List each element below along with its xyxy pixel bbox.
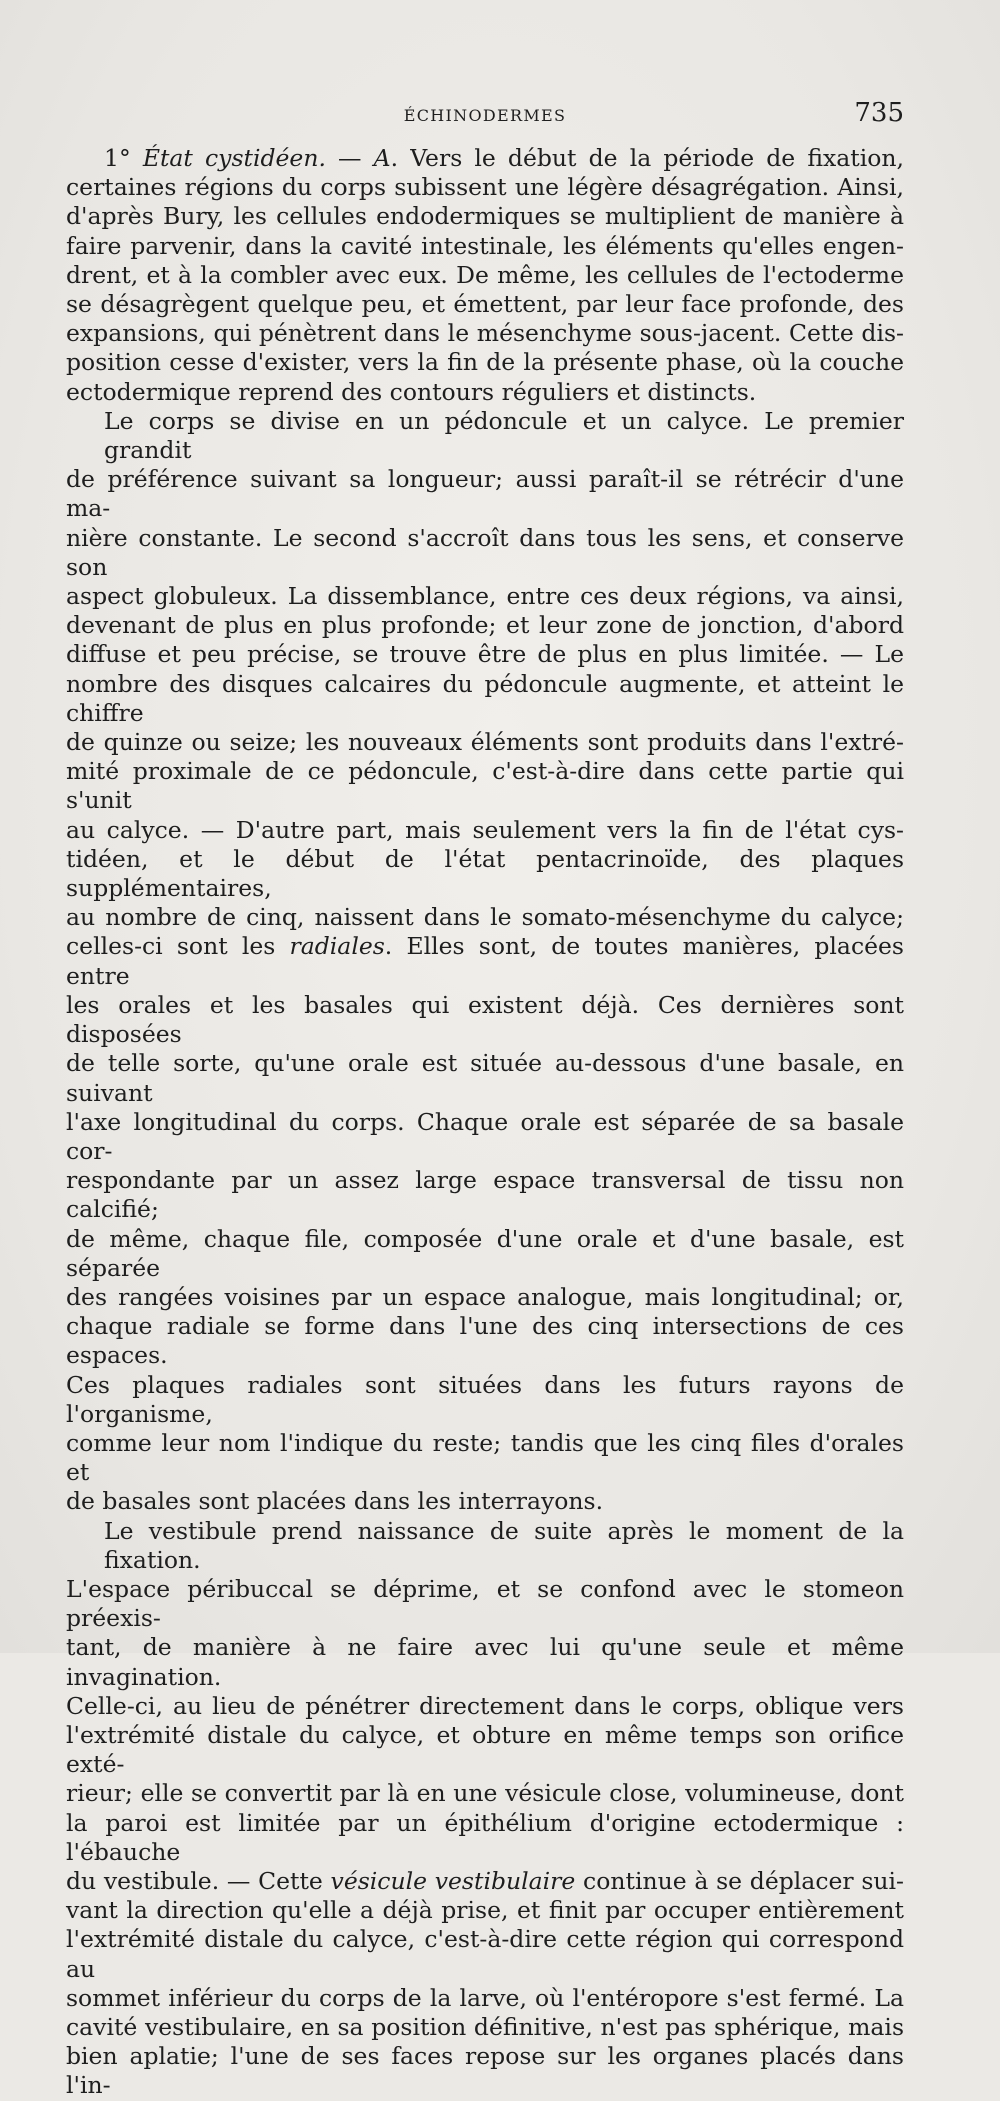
text-line: l'extrémité distale du calyce, et obture en même temps son orifice exté-	[66, 1720, 904, 1779]
text-line: cavité vestibulaire, en sa position définitive, n'est pas sphérique, mais	[66, 2013, 904, 2041]
text-line: vant la direction qu'elle a déjà prise, et finit par occuper entièrement	[66, 1896, 904, 1925]
text-line: aspect globuleux. La dissemblance, entre ces deux régions, va ainsi,	[66, 582, 904, 611]
text-line: d'après Bury, les cellules endodermiques se multiplient de manière à	[66, 202, 904, 231]
text-line: respondante par un assez large espace transversal de tissu non calcifié;	[66, 1166, 904, 1224]
text-line: nombre des disques calcaires du pédoncule augmente, et atteint le chiffre	[66, 669, 904, 727]
text-line: sommet inférieur du corps de la larve, où l'entéropore s'est fermé. La	[66, 1983, 904, 2012]
text-line: nière constante. Le second s'accroît dans tous les sens, et conserve son	[66, 523, 904, 581]
text-line: du vestibule. — Cette vésicule vestibulaire continue à se déplacer sui-	[66, 1866, 904, 1895]
text-line: tidéen, et le début de l'état pentacrinoïde, des plaques supplémentaires,	[66, 844, 904, 903]
text-line: drent, et à la combler avec eux. De même, les cellules de l'ectoderme	[66, 260, 904, 289]
text-line: chaque radiale se forme dans l'une des cinq intersections de ces espaces.	[66, 1312, 904, 1370]
text-line: au nombre de cinq, naissent dans le somato-mésenchyme du calyce;	[66, 903, 904, 932]
text-line: tant, de manière à ne faire avec lui qu'une seule et même invagination.	[66, 1633, 904, 1691]
text-line: mité proximale de ce pédoncule, c'est-à-dire dans cette partie qui s'unit	[66, 757, 904, 815]
text-line: des rangées voisines par un espace analogue, mais longitudinal; or,	[66, 1282, 904, 1311]
text-line: l'extrémité distale du calyce, c'est-à-dire cette région qui correspond au	[66, 1925, 904, 1983]
text-line: certaines régions du corps subissent une légère désagrégation. Ainsi,	[66, 173, 904, 202]
body-text	[66, 144, 904, 2101]
text-line: position cesse d'exister, vers la fin de la présente phase, où la couche	[66, 348, 904, 377]
text-line: l'axe longitudinal du corps. Chaque orale est séparée de sa basale cor-	[66, 1107, 904, 1165]
running-head	[66, 98, 904, 132]
text-line: de quinze ou seize; les nouveaux éléments sont produits dans l'extré-	[66, 728, 904, 757]
text-line: expansions, qui pénètrent dans le mésenchyme sous-jacent. Cette dis-	[66, 319, 904, 348]
text-line: de même, chaque file, composée d'une orale et d'une basale, est séparée	[66, 1224, 904, 1282]
text-line: bien aplatie; l'une de ses faces repose sur les organes placés dans l'in-	[66, 2042, 904, 2100]
running-title: ÉCHINODERMES	[403, 106, 567, 125]
text-line: faire parvenir, dans la cavité intestinale, les éléments qu'elles engen-	[66, 231, 904, 260]
text-line: ectodermique reprend des contours réguliers et distincts.	[66, 377, 757, 406]
text-line: Ces plaques radiales sont situées dans les futurs rayons de l'organisme,	[66, 1370, 904, 1428]
text-line: devenant de plus en plus profonde; et leur zone de jonction, d'abord	[66, 611, 904, 640]
text-line: celles-ci sont les radiales. Elles sont, de toutes manières, placées entre	[66, 932, 904, 990]
text-line: comme leur nom l'indique du reste; tandis que les cinq files d'orales et	[66, 1428, 904, 1487]
text-line: la paroi est limitée par un épithélium d'origine ectodermique : l'ébauche	[66, 1808, 904, 1866]
text-line: diffuse et peu précise, se trouve être de plus en plus limitée. — Le	[66, 640, 904, 669]
text-line: Le corps se divise en un pédoncule et un calyce. Le premier grandit	[104, 406, 904, 465]
text-line: rieur; elle se convertit par là en une vésicule close, volumineuse, dont	[66, 1779, 904, 1808]
text-line: au calyce. — D'autre part, mais seulement vers la fin de l'état cys-	[66, 815, 904, 844]
text-line: se désagrègent quelque peu, et émettent, par leur face profonde, des	[66, 290, 904, 319]
page-number: 735	[854, 98, 904, 128]
text-line: 1° État cystidéen. — A. Vers le début de la période de fixation,	[104, 144, 904, 172]
text-line: Le vestibule prend naissance de suite après le moment de la fixation.	[104, 1516, 904, 1574]
text-line: de préférence suivant sa longueur; aussi paraît-il se rétrécir d'une ma-	[66, 465, 904, 523]
text-line: les orales et les basales qui existent déjà. Ces dernières sont disposées	[66, 990, 904, 1049]
text-line: L'espace péribuccal se déprime, et se confond avec le stomeon préexis-	[66, 1574, 904, 1633]
text-line: de basales sont placées dans les interrayons.	[66, 1487, 604, 1516]
text-line: Celle-ci, au lieu de pénétrer directement dans le corps, oblique vers	[66, 1691, 904, 1720]
text-line: de telle sorte, qu'une orale est située au-dessous d'une basale, en suivant	[66, 1049, 904, 1107]
